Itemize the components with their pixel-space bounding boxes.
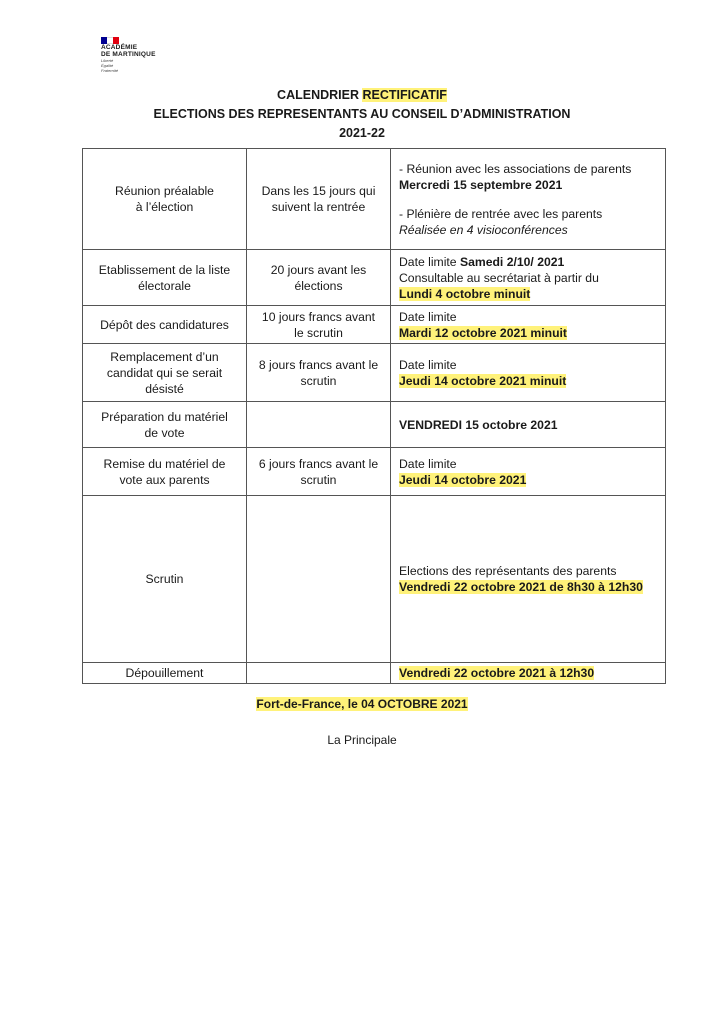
step-cell <box>83 448 247 496</box>
timing-cell <box>247 663 391 684</box>
step-cell <box>83 149 247 250</box>
timing-line: 8 jours francs avant le <box>258 357 379 372</box>
table-row <box>83 448 666 496</box>
date-cell <box>391 663 666 684</box>
date-line: VENDREDI 15 octobre 2021 <box>399 417 558 432</box>
date-cell <box>391 496 666 663</box>
title-highlight: RECTIFICATIF <box>362 88 447 102</box>
highlighted-date: Vendredi 22 octobre 2021 à 12h30 <box>399 666 595 680</box>
date-cell <box>391 448 666 496</box>
highlighted-date: Jeudi 14 octobre 2021 <box>399 472 527 487</box>
step-line: Remise du matériel de <box>103 456 226 471</box>
highlighted-date: Jeudi 14 octobre 2021 minuit <box>399 373 567 388</box>
step-line: Réunion préalable <box>115 184 214 198</box>
step-line: de vote <box>144 425 185 440</box>
highlighted-date: Vendredi 22 octobre 2021 de 8h30 à 12h30 <box>399 580 643 594</box>
table-row <box>83 496 666 663</box>
timing-line: le scrutin <box>294 325 343 340</box>
step-cell <box>83 344 247 402</box>
academie-logo <box>101 37 156 73</box>
table-row <box>83 250 666 306</box>
timing-cell <box>247 496 391 663</box>
logo-motto-2: Égalité <box>101 63 114 68</box>
timing-line: scrutin <box>300 472 337 487</box>
logo-line-1: ACADÉMIE <box>101 44 138 51</box>
step-line: candidat qui se serait <box>106 365 223 380</box>
step-cell <box>83 306 247 344</box>
date-line: Date limite <box>399 309 457 324</box>
timing-cell <box>247 250 391 306</box>
timing-line: 10 jours francs avant <box>261 309 376 324</box>
signature: La Principale <box>327 733 397 747</box>
date-prefix: Date limite <box>399 254 460 269</box>
step-line: désisté <box>145 381 184 396</box>
timing-cell <box>247 402 391 448</box>
page-subtitle: ELECTIONS DES REPRESENTANTS AU CONSEIL D’ADMINISTRATION <box>153 107 571 121</box>
table-row <box>83 663 666 684</box>
date-line: Date limite <box>399 357 457 372</box>
step-line: vote aux parents <box>119 472 210 487</box>
date-line: Date limite <box>399 456 457 471</box>
date-cell <box>391 306 666 344</box>
step-line: Dépouillement <box>125 666 204 680</box>
school-year: 2021-22 <box>339 126 385 140</box>
timing-line: élections <box>294 278 343 293</box>
date-bold: Samedi 2/10/ 2021 <box>459 254 565 269</box>
document-header <box>0 86 724 143</box>
place-date-text: Fort-de-France, le 04 OCTOBRE 2021 <box>256 697 468 711</box>
date-line: Consultable au secrétariat à partir du <box>399 270 599 285</box>
step-cell <box>83 496 247 663</box>
date-line: - Plénière de rentrée avec les parents <box>399 206 603 221</box>
timing-line: Dans les 15 jours qui <box>261 184 376 198</box>
date-line: - Réunion avec les associations de parents <box>399 161 632 176</box>
logo-line-2: DE MARTINIQUE <box>101 51 156 58</box>
date-cell <box>391 149 666 250</box>
date-line: Elections des représentants des parents <box>399 564 617 578</box>
step-line: Scrutin <box>145 572 184 586</box>
table-row <box>83 306 666 344</box>
timing-cell <box>247 344 391 402</box>
step-line: Remplacement d’un <box>110 349 219 364</box>
page-title <box>0 86 724 105</box>
table-row <box>83 402 666 448</box>
logo-motto-3: Fraternité <box>101 68 119 73</box>
timing-cell <box>247 306 391 344</box>
timing-line: 6 jours francs avant le <box>258 456 379 471</box>
french-flag-icon <box>101 37 119 44</box>
date-cell <box>391 250 666 306</box>
step-cell <box>83 402 247 448</box>
date-line: Mercredi 15 septembre 2021 <box>399 177 563 192</box>
timing-cell <box>247 149 391 250</box>
step-cell <box>83 663 247 684</box>
timing-cell <box>247 448 391 496</box>
step-line: Préparation du matériel <box>101 409 228 424</box>
step-line: Dépôt des candidatures <box>100 317 229 332</box>
highlighted-date: Lundi 4 octobre minuit <box>399 286 531 301</box>
table-row <box>83 344 666 402</box>
date-cell <box>391 402 666 448</box>
step-line: Etablissement de la liste <box>98 262 231 277</box>
step-cell <box>83 250 247 306</box>
date-cell <box>391 344 666 402</box>
title-prefix: CALENDRIER <box>277 88 363 102</box>
table-row <box>83 149 666 250</box>
election-calendar-table <box>82 148 666 684</box>
step-line: électorale <box>138 278 191 293</box>
place-and-date <box>0 697 724 711</box>
step-line: à l’élection <box>135 200 194 214</box>
highlighted-date: Mardi 12 octobre 2021 minuit <box>399 325 567 340</box>
timing-line: suivent la rentrée <box>271 200 366 214</box>
date-line <box>399 254 665 270</box>
date-line: Réalisée en 4 visioconférences <box>399 222 568 237</box>
timing-line: scrutin <box>300 373 337 388</box>
timing-line: 20 jours avant les <box>270 262 367 277</box>
logo-motto-1: Liberté <box>101 58 114 63</box>
